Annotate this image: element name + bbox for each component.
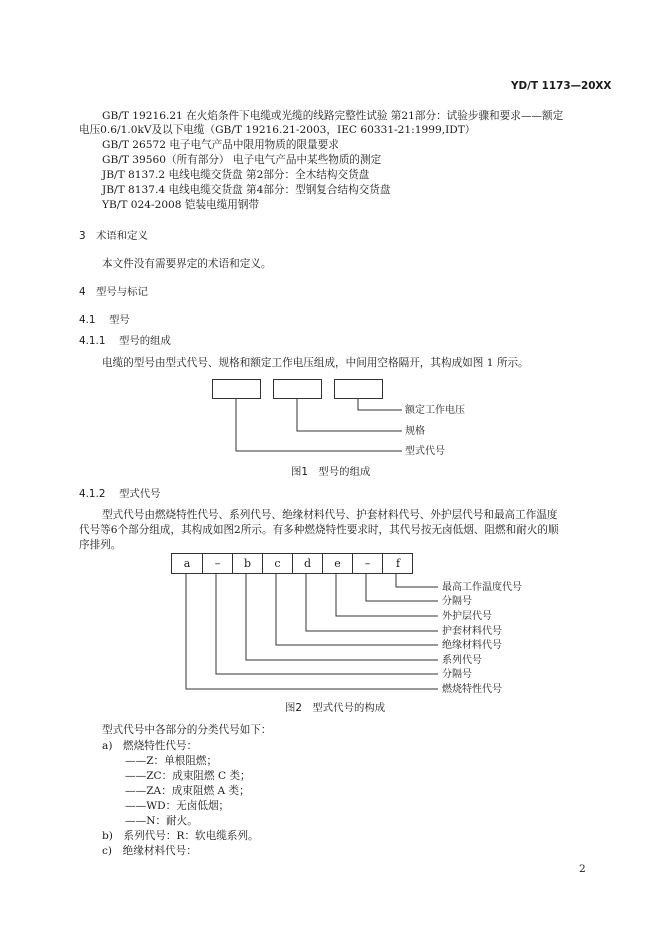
- fig2-label-jacket: 护套材料代号: [442, 626, 502, 637]
- section-4-title: 型号与标记: [96, 286, 148, 298]
- section-4-number: 4: [79, 286, 86, 298]
- fig2-cell-separator: –: [352, 554, 382, 573]
- section-4-1-1-number: 4.1.1: [79, 335, 106, 347]
- list-subitem: ——ZA：成束阻燃 A 类；: [125, 785, 250, 797]
- page-number: 2: [579, 863, 586, 875]
- ref-line: GB/T 19216.21 在火焰条件下电缆或光缆的线路完整性试验 第21部分：试验步骤和要求——额定: [102, 110, 564, 122]
- ref-line: 电压0.6/1.0kV及以下电缆（GB/T 19216.21-2003，IEC 60331-21:1999,IDT）: [79, 124, 476, 136]
- fig2-label-series: 系列代号: [442, 655, 482, 666]
- ref-line: JB/T 8137.4 电线电缆交货盘 第4部分：型钢复合结构交货盘: [102, 184, 391, 196]
- section-4-1-2-number: 4.1.2: [79, 488, 106, 500]
- section-3-title: 术语和定义: [96, 230, 148, 242]
- section-4-1-1-body: 电缆的型号由型式代号、规格和额定工作电压组成，中间用空格隔开，其构成如图 1 所示。: [102, 357, 529, 369]
- list-subitem: ——Z：单根阻燃；: [125, 755, 218, 767]
- section-4-1-2-body-line1: 型式代号由燃烧特性代号、系列代号、绝缘材料代号、护套材料代号、外护层代号和最高工作温度: [102, 509, 558, 521]
- fig2-label-outer-sheath: 外护层代号: [442, 611, 492, 622]
- section-4-1-number: 4.1: [79, 314, 96, 326]
- fig2-cell-f: f: [382, 554, 413, 573]
- section-3-body: 本文件没有需要界定的术语和定义。: [102, 258, 272, 270]
- ref-line: JB/T 8137.2 电线电缆交货盘 第2部分：全木结构交货盘: [102, 169, 370, 181]
- section-4-1-title: 型号: [109, 314, 130, 326]
- list-item-c: c) 绝缘材料代号：: [102, 845, 197, 857]
- fig2-label-combustion: 燃烧特性代号: [442, 684, 502, 695]
- ref-line: YB/T 024-2008 铠装电缆用钢带: [102, 199, 260, 211]
- list-subitem: ——WD：无卤低烟；: [125, 800, 230, 812]
- fig2-cell-a: a: [183, 557, 191, 570]
- fig2-cell-separator: –: [202, 554, 232, 573]
- fig1-label-voltage: 额定工作电压: [405, 405, 465, 416]
- list-item-a: a) 燃烧特性代号：: [102, 740, 198, 752]
- list-item-b: b) 系列代号：R：软电缆系列。: [102, 830, 259, 842]
- section-4-1-2-body-line3: 序排列。: [79, 539, 122, 551]
- fig2-cell-d: d: [292, 554, 322, 573]
- doc-id: YD/T 1173—20XX: [511, 80, 612, 92]
- fig2-cell-e: e: [322, 554, 352, 573]
- section-4-1-2-title: 型式代号: [119, 488, 161, 500]
- ref-line: GB/T 39560（所有部分） 电子电气产品中某些物质的测定: [102, 154, 382, 166]
- fig2-code-table: [171, 553, 413, 574]
- fig1-caption: 图1 型号的组成: [291, 466, 371, 478]
- fig2-cell-b: b: [232, 554, 262, 573]
- fig2-label-max-temp: 最高工作温度代号: [442, 582, 522, 593]
- list-intro: 型式代号中各部分的分类代号如下：: [102, 724, 272, 736]
- ref-line: GB/T 26572 电子电气产品中限用物质的限量要求: [102, 139, 339, 151]
- fig2-label-insulation: 绝缘材料代号: [442, 640, 502, 651]
- fig2-caption: 图2 型式代号的构成: [285, 702, 386, 714]
- fig2-label-separator: 分隔号: [442, 596, 472, 607]
- section-4-1-2-body-line2: 代号等6个部分组成，其构成如图2所示。有多种燃烧特性要求时，其代号按无卤低烟、阻燃和耐火的顺: [79, 524, 559, 536]
- fig1-label-spec: 规格: [405, 426, 425, 437]
- list-subitem: ——N：耐火。: [125, 815, 198, 827]
- section-4-1-1-title: 型号的组成: [119, 335, 171, 347]
- fig2-label-separator: 分隔号: [442, 669, 472, 680]
- section-3-number: 3: [79, 230, 86, 242]
- fig1-label-type: 型式代号: [405, 446, 445, 457]
- fig2-cell-c: c: [262, 554, 292, 573]
- list-subitem: ——ZC：成束阻燃 C 类；: [125, 770, 251, 782]
